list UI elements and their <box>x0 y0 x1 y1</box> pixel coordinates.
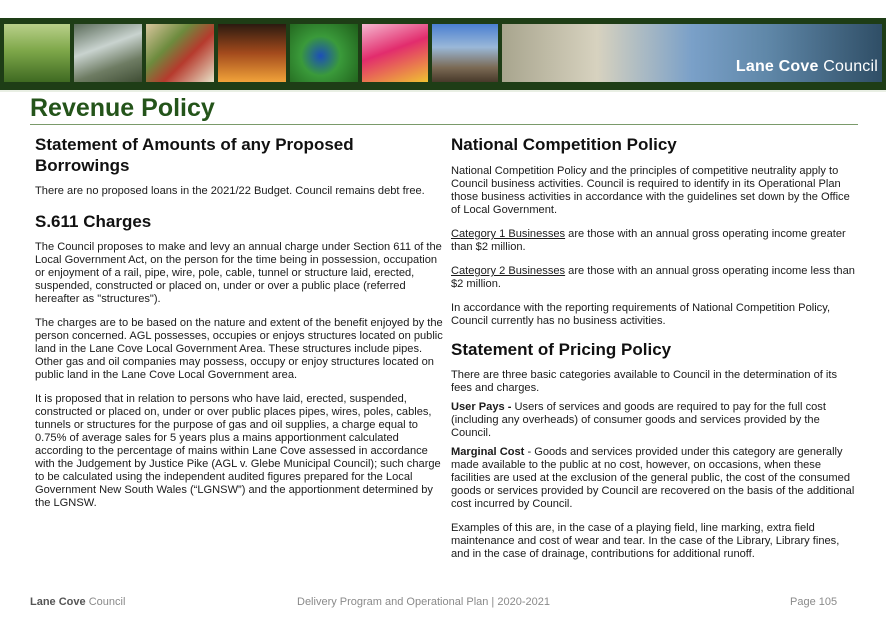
paragraph-category-1 <box>451 228 859 254</box>
banner-photo-creek <box>74 24 142 82</box>
paragraph-pricing: There are three basic categories available to Council in the determination of its fees and charges. <box>451 369 838 394</box>
category-2-text: are those with an annual gross operating income less than $2 million. <box>451 265 855 290</box>
paragraph-user-pays <box>451 401 859 440</box>
footer-page-number: Page 105 <box>790 596 838 608</box>
paragraph-s611-intro: The Council proposes to make and levy an annual charge under Section 611 of the Local Government Act, on the person for the time being in possession, occupation or enjoyment of a rail, pipe, wire, pole, cable, tunnel or structure laid, erected, suspended, constructed or placed on, under or over a public place (referred hereafter as "structures"). <box>35 241 442 305</box>
banner-divider <box>0 90 886 92</box>
heading-pricing: Statement of Pricing Policy <box>451 340 672 359</box>
left-column <box>35 134 443 510</box>
heading-ncp: National Competition Policy <box>451 135 677 154</box>
marginal-cost-text: - Goods and services provided under this category are generally made available to the public at no cost, however, on occasions, when these facilities are used at the exclusion of the general public, the cost of the consumed goods or services provided by Council are recovered on the basis of the additional cost incurred by Council. <box>451 446 855 510</box>
right-column <box>451 134 859 561</box>
banner-photo-park <box>4 24 70 82</box>
paragraph-examples: Examples of this are, in the case of a playing field, line marking, extra field maintenance and cost of wear and tear. In the case of the Library, Library fines, and in the case of drainage, contributions for additional runoff. <box>451 522 840 560</box>
banner-photo-performer <box>362 24 428 82</box>
paragraph-marginal-cost <box>451 446 859 511</box>
brand-rest: Council <box>818 58 878 75</box>
heading-borrowings: Statement of Amounts of any Proposed Borrowings <box>35 135 354 175</box>
user-pays-text: Users of services and goods are required to pay for the full cost (including any overheads) of consumer goods and services provided by the Council. <box>451 401 826 439</box>
paragraph-reporting: In accordance with the reporting requirements of National Competition Policy, Council currently has no business activities. <box>451 302 831 327</box>
header-banner <box>0 18 886 90</box>
footer-organisation <box>30 596 125 608</box>
brand-bold: Lane Cove <box>735 58 819 75</box>
category-2-label: Category 2 Businesses <box>451 265 566 277</box>
paragraph-s611-calculation: It is proposed that in relation to persons who have laid, erected, suspended, constructed or placed on, under or over public places pipes, wires, poles, cables, tunnels or structures for the purpose of gas and oil supplies, a charge equal to 0.75% of average sales for 5 years plus a mains apportionment calculated according to the percentage of mains within Lane Cove assessed in accordance with the Judgement by Justice Pike (AGL v. Glebe Municipal Council); such charge to be calculated using the independent audited figures prepared for the Local Government New South Wales (“LGNSW”) and the apportionment determined by the LGNSW. <box>35 393 441 509</box>
footer-document-title: Delivery Program and Operational Plan | 2020-2021 <box>297 596 550 608</box>
footer-org-bold: Lane Cove <box>30 596 86 608</box>
category-1-label: Category 1 Businesses <box>451 228 566 240</box>
marginal-cost-label: Marginal Cost <box>451 446 525 458</box>
paragraph-ncp: National Competition Policy and the principles of competitive neutrality apply to Council business activities. Council is required to identify in its Operational Plan those business activities in accordance with the guidelines set down by the Office of Local Government. <box>451 165 850 216</box>
paragraph-borrowings: There are no proposed loans in the 2021/22 Budget. Council remains debt free. <box>35 185 425 197</box>
paragraph-s611-benefit: The charges are to be based on the nature and extent of the benefit enjoyed by the person concerned. AGL possesses, occupies or enjoys structures located on public land in the Lane Cove Local Government Area. These structures include pipes. Other gas and oil companies may possess, occupy or enjoy structures located on public land in the Lane Cove Local Government area. <box>35 317 443 381</box>
banner-photo-night-market <box>218 24 286 82</box>
council-logo <box>736 58 878 76</box>
banner-photo-building <box>432 24 498 82</box>
page-title: Revenue Policy <box>30 94 215 122</box>
title-divider <box>30 124 858 125</box>
banner-photo-lorikeet <box>290 24 358 82</box>
banner-photo-dancers <box>146 24 214 82</box>
paragraph-category-2 <box>451 265 859 291</box>
user-pays-label: User Pays - <box>451 401 512 413</box>
category-1-text: are those with an annual gross operating income greater than $2 million. <box>451 228 846 253</box>
footer-org-rest: Council <box>85 596 126 608</box>
heading-s611: S.611 Charges <box>35 212 152 231</box>
